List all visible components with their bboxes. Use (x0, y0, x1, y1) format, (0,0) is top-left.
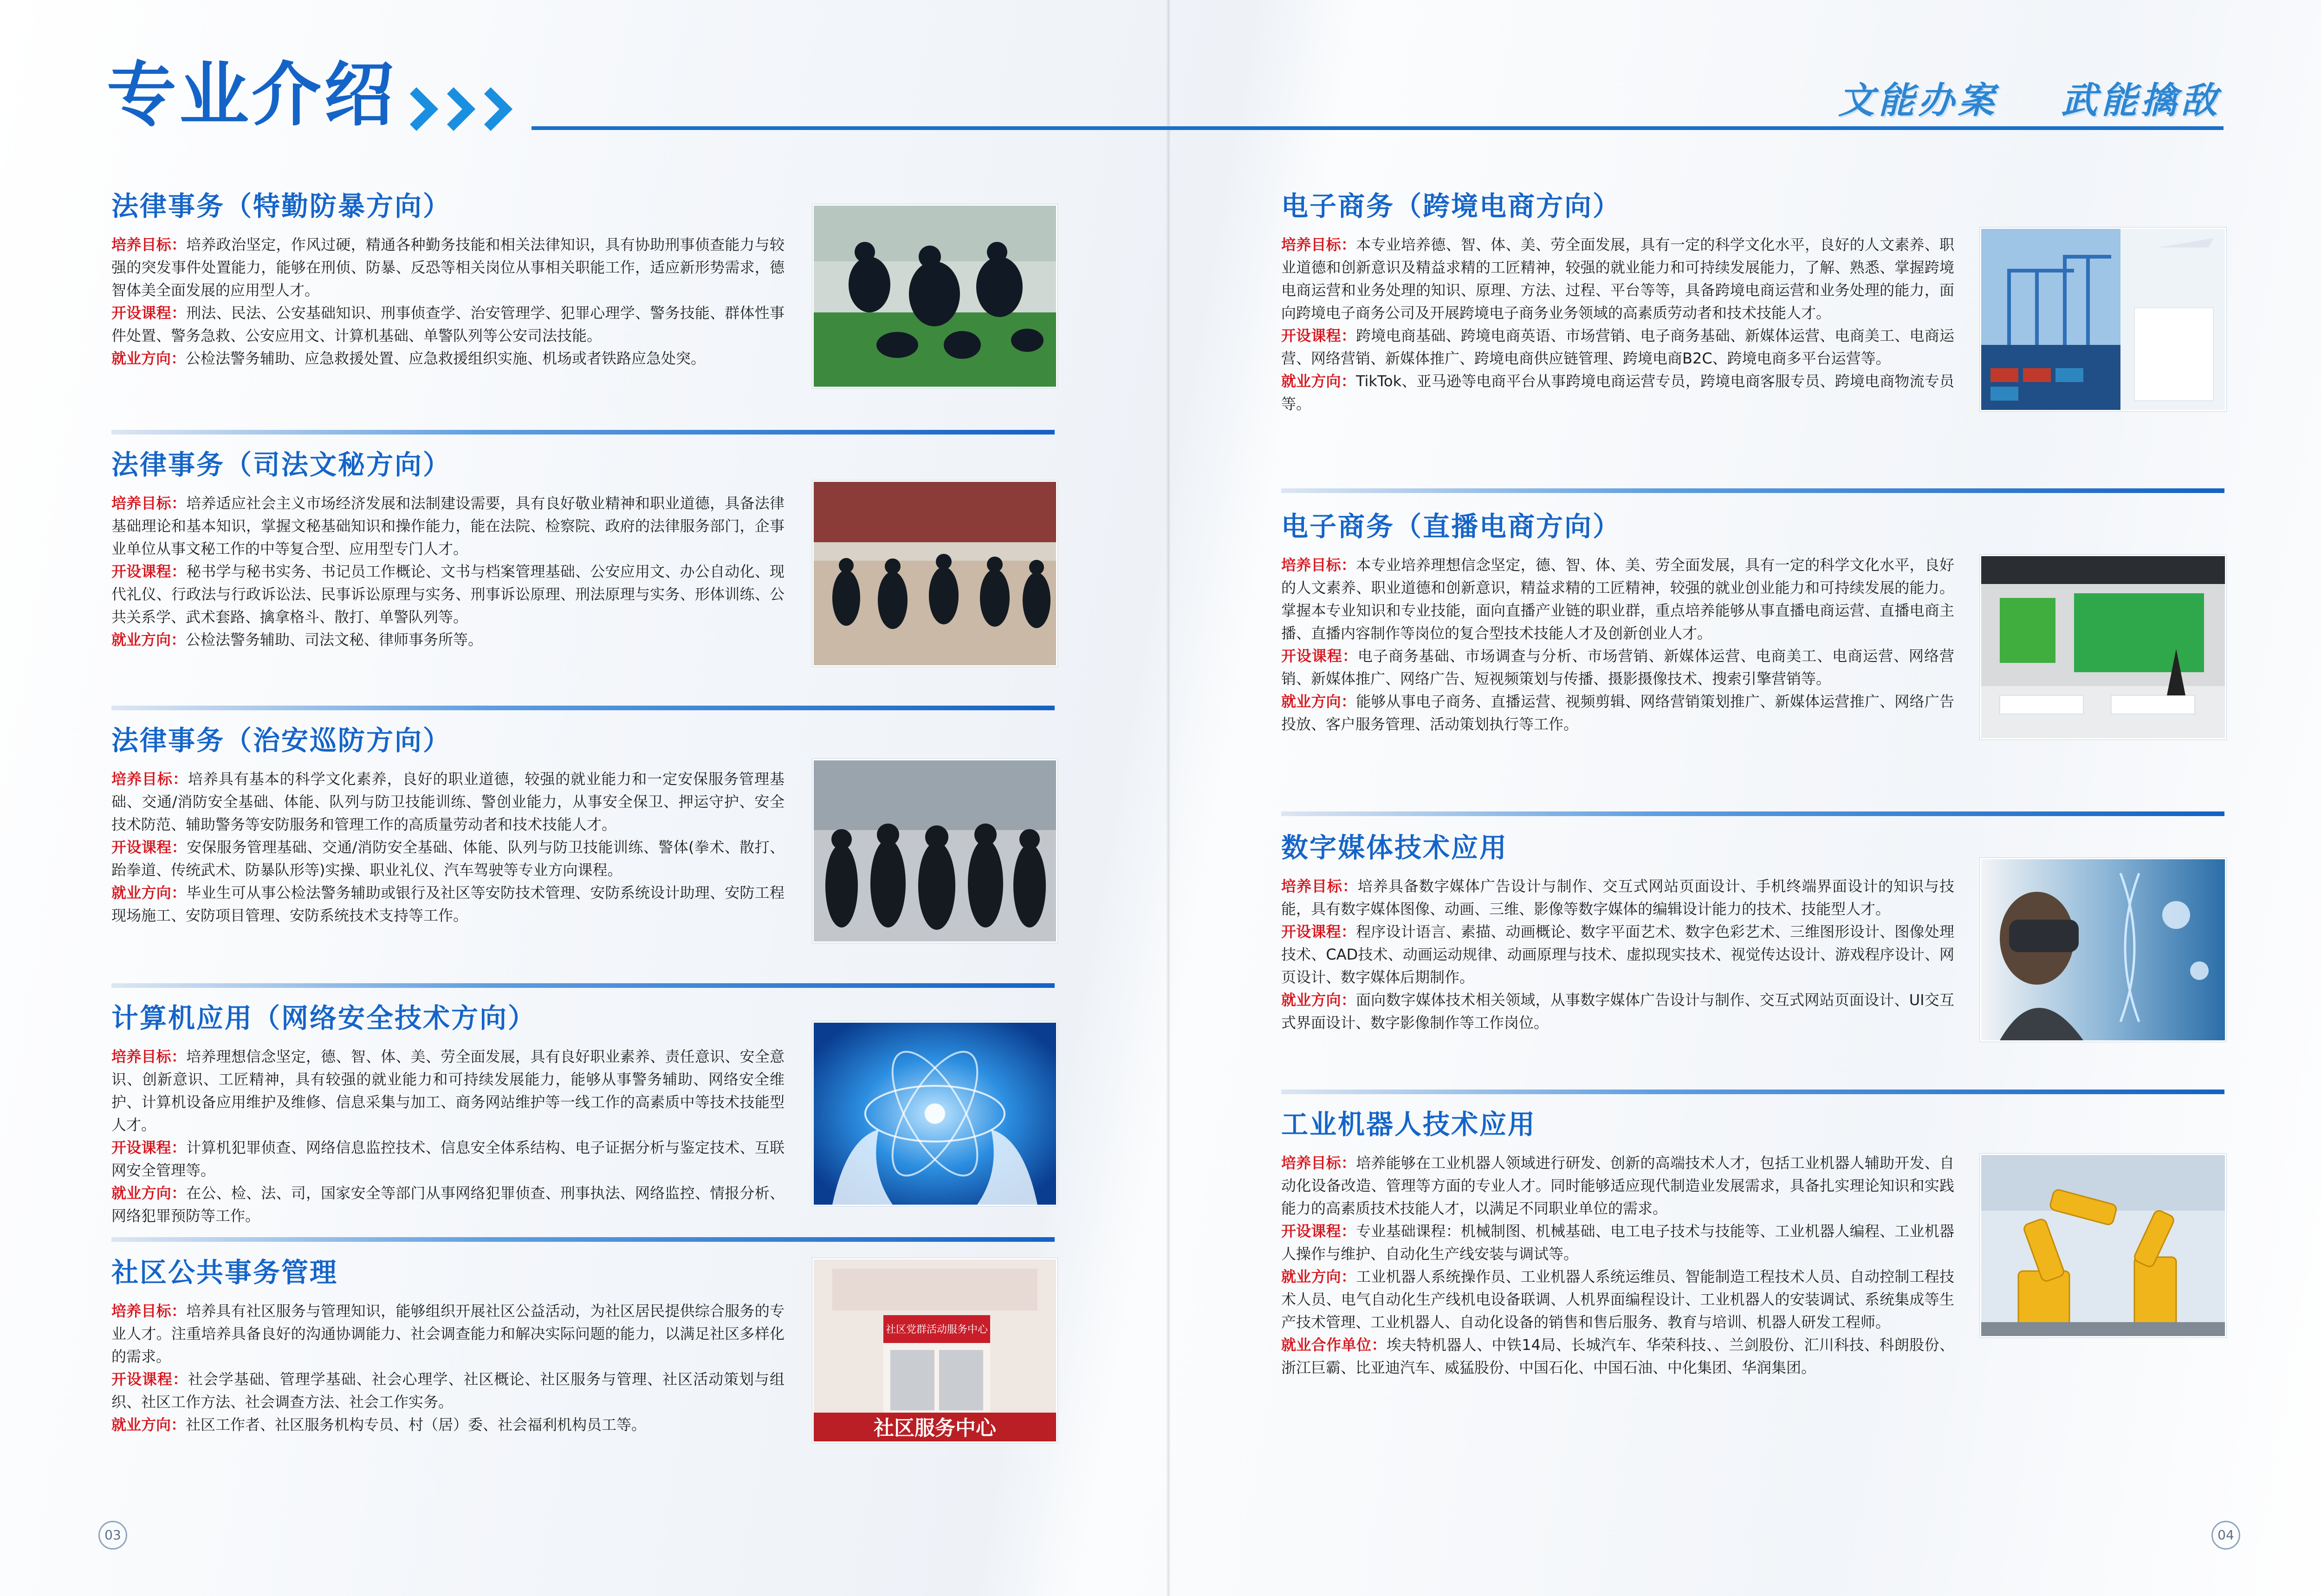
section-title: 法律事务（治安巡防方向） (111, 725, 452, 756)
paragraph-career: 就业方向：面向数字媒体技术相关领域，从事数字媒体广告设计与制作、交互式网站页面设计、UI交互式界面设计、数字影像制作等工作岗位。 (1281, 991, 1954, 1032)
header-rule (532, 126, 2224, 130)
paragraph-career: 就业方向：公检法警务辅助、应急救援处置、应急救援组织实施、机场或者铁路应急处突。 (111, 350, 706, 367)
slogan-left: 文能办案 (1838, 80, 1998, 122)
section-body (111, 1300, 784, 1436)
page-spine (1166, 0, 1171, 1596)
paragraph-career: 就业方向：工业机器人系统操作员、工业机器人系统运维员、智能制造工程技术人员、自动控制工程技术人员、电气自动化生产线机电设备联调、人机界面编程设计、工业机器人的安装调试、系统集成等生产技术管理、工业机器人、自动化设备的销售和售后服务、教育与培训、机器人研发工程师。 (1281, 1268, 1954, 1331)
section-digital-media (1281, 834, 1954, 1034)
paragraph-goal: 培养目标：培养能够在工业机器人领域进行研发、创新的高端技术人才，包括工业机器人辅助开发、自动化设备改造、管理等方面的专业人才。同时能够适应现代制造业发展需求，具备扎实理论知识和实践能力的高素质技术技能人才，以满足不同职业单位的需求。 (1281, 1154, 1954, 1217)
photo-vr-headset (1980, 858, 2226, 1042)
section-body (1281, 1152, 1954, 1379)
section-body (1281, 234, 1954, 415)
section-divider (111, 1237, 1055, 1242)
community-sign-text: 社区服务中心 (874, 1416, 996, 1440)
section-title: 电子商务（跨境电商方向） (1281, 190, 1621, 222)
page-title: 专业介绍 (107, 55, 397, 136)
paragraph-courses: 开设课程：秘书学与秘书实务、书记员工作概论、文书与档案管理基础、公安应用文、办公自动化、现代礼仪、行政法与行政诉讼法、民事诉讼原理与实务、刑事诉讼原理、刑法原理与实务、形体训练、公共关系学、武术套路、擒拿格斗、散打、单警队列等。 (111, 563, 784, 626)
paragraph-career: 就业方向：公检法警务辅助、司法文秘、律师事务所等。 (111, 631, 483, 649)
section-network-security (111, 1002, 784, 1227)
photo-community-center (812, 1258, 1057, 1443)
paragraph-career: 就业方向：毕业生可从事公检法警务辅助或银行及社区等安防技术管理、安防系统设计助理、安防工程现场施工、安防项目管理、安防系统技术支持等工作。 (111, 884, 784, 924)
section-title: 社区公共事务管理 (111, 1257, 338, 1288)
section-title: 数字媒体技术应用 (1281, 832, 1508, 863)
paragraph-goal: 培养目标：培养适应社会主义市场经济发展和法制建设需要，具有良好敬业精神和职业道德，具备法律基础理论和基本知识，掌握文秘基础知识和操作能力，能在法院、检察院、政府的法律服务部门，企事业单位从事文秘工作的中等复合型、应用型专门人才。 (111, 494, 784, 558)
slogan-right: 武能擒敌 (2061, 80, 2221, 122)
paragraph-courses: 开设课程：程序设计语言、素描、动画概论、数字平面艺术、数字色彩艺术、三维图形设计、图像处理技术、CAD技术、动画运动规律、动画原理与技术、虚拟现实技术、视觉传达设计、游戏程序设计、网页设计、数字媒体后期制作。 (1281, 923, 1954, 986)
section-legal-secretary (111, 451, 784, 651)
community-banner-text: 社区党群活动服务中心 (885, 1324, 988, 1336)
paragraph-courses: 开设课程：计算机犯罪侦查、网络信息监控技术、信息安全体系结构、电子证据分析与鉴定技术、互联网安全管理等。 (111, 1139, 784, 1179)
section-body (111, 768, 784, 927)
section-divider (111, 430, 1055, 435)
paragraph-career: 就业方向：能够从事电子商务、直播运营、视频剪辑、网络营销策划推广、新媒体运营推广、网络广告投放、客户服务管理、活动策划执行等工作。 (1281, 693, 1954, 733)
section-divider (111, 706, 1055, 710)
photo-live-studio (1980, 555, 2226, 740)
section-body (111, 234, 784, 370)
paragraph-career: 就业方向：TikTok、亚马逊等电商平台从事跨境电商运营专员，跨境电商客服专员、跨境电商物流专员等。 (1281, 372, 1954, 413)
page-number-left: 03 (98, 1521, 127, 1550)
section-title: 计算机应用（网络安全技术方向） (111, 1002, 537, 1034)
section-title: 法律事务（特勤防暴方向） (111, 190, 452, 222)
section-cross-border-ecommerce (1281, 190, 1954, 415)
paragraph-goal: 培养目标：培养具有社区服务与管理知识，能够组织开展社区公益活动，为社区居民提供综合服务的专业人才。注重培养具备良好的沟通协调能力、社会调查能力和解决实际问题的能力，以满足社区多样化的需求。 (111, 1302, 784, 1365)
section-title: 工业机器人技术应用 (1281, 1109, 1537, 1140)
paragraph-courses: 开设课程：刑法、民法、公安基础知识、刑事侦查学、治安管理学、犯罪心理学、警务技能、群体性事件处置、警务急救、公安应用文、计算机基础、单警队列等公安司法技能。 (111, 304, 784, 344)
paragraph-courses: 开设课程：安保服务管理基础、交通/消防安全基础、体能、队列与防卫技能训练、警体(拳术、散打、跆拳道、传统武术、防暴队形等)实操、职业礼仪、汽车驾驶等专业方向课程。 (111, 838, 784, 879)
paragraph-courses: 开设课程：专业基础课程：机械制图、机械基础、电工电子技术与技能等、工业机器人编程、工业机器人操作与维护、自动化生产线安装与调试等。 (1281, 1222, 1954, 1263)
section-divider (1281, 811, 2224, 816)
photo-riot-training (812, 204, 1057, 388)
section-body (1281, 875, 1954, 1034)
photo-cross-border-logistics (1980, 227, 2226, 411)
paragraph-goal: 培养目标：培养政治坚定，作风过硬，精通各种勤务技能和相关法律知识，具有协助刑事侦查能力与较强的突发事件处置能力，能够在刑侦、防暴、反恐等相关岗位从事相关职能工作，适应新形势需求，德智体美全面发展的应用型人才。 (111, 236, 784, 299)
section-title: 电子商务（直播电商方向） (1281, 511, 1621, 542)
paragraph-courses: 开设课程：社会学基础、管理学基础、社会心理学、社区概论、社区服务与管理、社区活动策划与组织、社区工作方法、社会调查方法、社会工作实务。 (111, 1370, 784, 1411)
photo-industrial-robot (1980, 1154, 2226, 1337)
paragraph-goal: 培养目标：本专业培养理想信念坚定，德、智、体、美、劳全面发展，具有一定的科学文化水平，良好的人文素养、职业道德和创新意识，精益求精的工匠精神，较强的就业创业能力和可持续发展的能力。掌握本专业知识和专业技能，面向直播产业链的职业群，重点培养能够从事直播电商运营、直播电商主播、直播内容制作等岗位的复合型技术技能人才及创新创业人才。 (1281, 556, 1954, 642)
section-divider (1281, 1090, 2224, 1094)
section-live-ecommerce (1281, 513, 1954, 736)
section-divider (111, 983, 1055, 988)
paragraph-career: 就业方向：在公、检、法、司，国家安全等部门从事网络犯罪侦查、刑事执法、网络监控、情报分析、网络犯罪预防等工作。 (111, 1184, 784, 1225)
paragraph-goal: 培养目标：本专业培养德、智、体、美、劳全面发展，具有一定的科学文化水平，良好的人文素养、职业道德和创新意识及精益求精的工匠精神，较强的就业能力和可持续发展能力，了解、熟悉、掌握跨境电商运营和业务处理的知识、原理、方法、过程、平台等等，具备跨境电商运营和业务处理的能力，面向跨境电子商务公司及开展跨境电子商务业务领域的高素质劳动者和技术技能人才。 (1281, 236, 1954, 322)
section-title: 法律事务（司法文秘方向） (111, 449, 452, 480)
chevron-arrows-icon (408, 86, 529, 132)
section-legal-special-duty (111, 190, 784, 370)
section-industrial-robotics (1281, 1111, 1954, 1379)
section-community-affairs (111, 1259, 784, 1436)
section-body (1281, 554, 1954, 736)
paragraph-career: 就业方向：社区工作者、社区服务机构专员、村（居）委、社会福利机构员工等。 (111, 1416, 647, 1434)
paragraph-goal: 培养目标：培养具备数字媒体广告设计与制作、交互式网站页面设计、手机终端界面设计的知识与技能，具有数字媒体图像、动画、三维、影像等数字媒体的编辑设计能力的技术、技能型人才。 (1281, 877, 1954, 918)
page-number-right: 04 (2211, 1521, 2240, 1550)
photo-patrol-march (812, 759, 1057, 943)
paragraph-goal: 培养目标：培养理想信念坚定，德、智、体、美、劳全面发展，具有良好职业素养、责任意识、安全意识、创新意识、工匠精神，具有较强的就业能力和可持续发展能力，能够从事警务辅助、网络安全维护、计算机设备应用维护及维修、信息采集与加工、商务网站维护等一线工作的高素质中等技术技能型人才。 (111, 1048, 784, 1134)
section-divider (1281, 488, 2224, 493)
photo-network-globe (812, 1021, 1057, 1206)
paragraph-goal: 培养目标：培养具有基本的科学文化素养，良好的职业道德，较强的就业能力和一定安保服务管理基础、交通/消防安全基础、体能、队列与防卫技能训练、警创业能力，从事安全保卫、押运守护、安全技术防范、辅助警务等安防服务和管理工作的高质量劳动者和技术技能人才。 (111, 770, 784, 833)
photo-martial-drill (812, 480, 1057, 667)
paragraph-courses: 开设课程：跨境电商基础、跨境电商英语、市场营销、电子商务基础、新媒体运营、电商美工、电商运营、网络营销、新媒体推广、跨境电商供应链管理、跨境电商B2C、跨境电商多平台运营等。 (1281, 327, 1954, 367)
paragraph-partners: 就业合作单位：埃夫特机器人、中铁14局、长城汽车、华荣科技、、兰剑股份、汇川科技、科朗股份、浙江巨霸、比亚迪汽车、威猛股份、中国石化、中国石油、中化集团、华润集团。 (1281, 1336, 1954, 1376)
section-body (111, 492, 784, 651)
section-legal-patrol (111, 727, 784, 927)
section-body (111, 1045, 784, 1227)
paragraph-courses: 开设课程：电子商务基础、市场调查与分析、市场营销、新媒体运营、电商美工、电商运营、网络营销、新媒体推广、网络广告、短视频策划与传播、摄影摄像技术、搜索引擎营销等。 (1281, 647, 1954, 688)
